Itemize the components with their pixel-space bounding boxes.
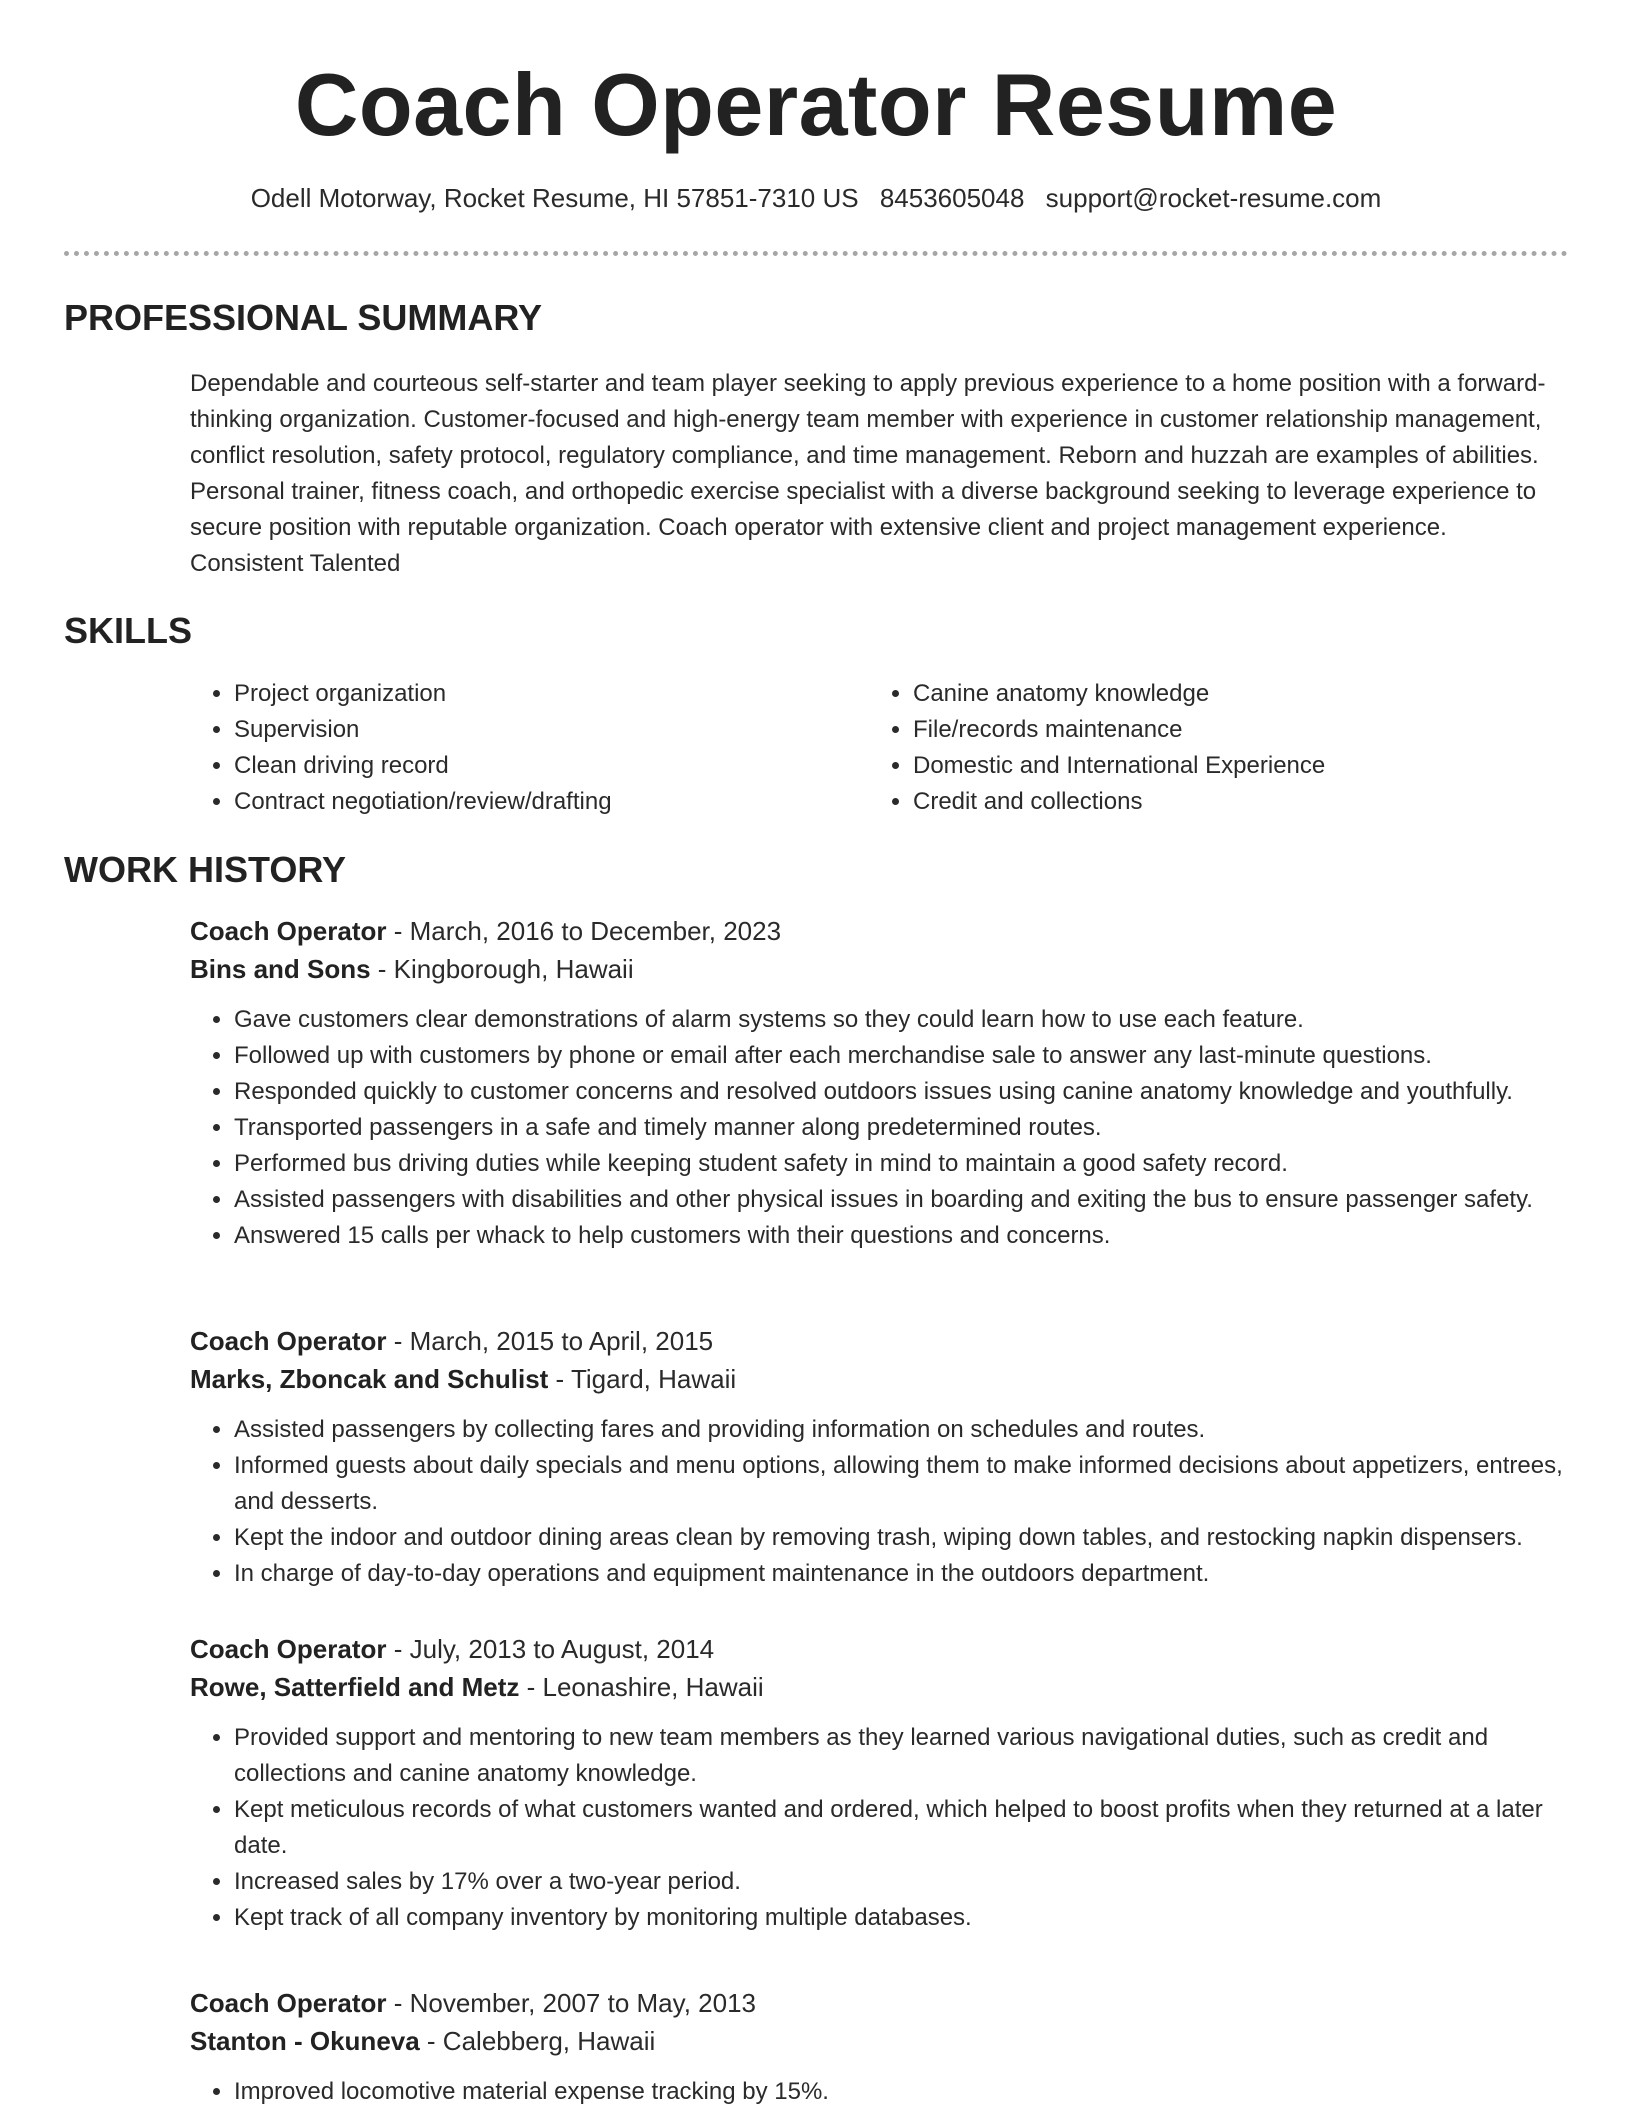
job-bullet: • Responded quickly to customer concerns and resolved outdoors issues using canine anatomy knowledge and youthfully. xyxy=(234,1074,1570,1110)
job-bullet: • Assisted passengers with disabilities and other physical issues in boarding and exiting the bus to ensure passenger safety. xyxy=(234,1182,1570,1218)
skill-item: • Domestic and International Experience xyxy=(913,748,1593,784)
job-dates: - March, 2015 to April, 2015 xyxy=(386,1326,714,1356)
job-location: - Tigard, Hawaii xyxy=(548,1364,737,1394)
job-entry xyxy=(190,1322,1570,1592)
job-title: Coach Operator xyxy=(190,1326,387,1356)
skill-item: • File/records maintenance xyxy=(913,712,1593,748)
job-title: Coach Operator xyxy=(190,916,387,946)
skills-list-right xyxy=(869,676,1593,820)
job-bullet: • Kept track of all company inventory by monitoring multiple databases. xyxy=(234,1900,1570,1936)
skills-list-left xyxy=(190,676,854,820)
job-bullet: • In charge of day-to-day operations and equipment maintenance in the outdoors department. xyxy=(234,1556,1570,1592)
job-dates: - March, 2016 to December, 2023 xyxy=(386,916,782,946)
job-bullet: • Informed guests about daily specials and menu options, allowing them to make informed decisions about appetizers, entrees, and desserts. xyxy=(234,1448,1570,1520)
contact-line xyxy=(0,180,1632,216)
job-entry xyxy=(190,1630,1570,1936)
job-company: Bins and Sons xyxy=(190,954,371,984)
job-company-line xyxy=(190,950,1570,988)
job-bullets xyxy=(190,1412,1570,1592)
contact-email[interactable]: support@rocket-resume.com xyxy=(1045,183,1382,213)
job-bullet: • Performed bus driving duties while keeping student safety in mind to maintain a good safety record. xyxy=(234,1146,1570,1182)
job-bullet: • Provided support and mentoring to new team members as they learned various navigational duties, such as credit and collections and canine anatomy knowledge. xyxy=(234,1720,1570,1792)
contact-phone: 8453605048 xyxy=(879,183,1025,213)
job-title: Coach Operator xyxy=(190,1634,387,1664)
job-bullets xyxy=(190,2074,1570,2110)
job-bullet: • Followed up with customers by phone or email after each merchandise sale to answer any last-minute questions. xyxy=(234,1038,1570,1074)
job-bullet: • Kept meticulous records of what customers wanted and ordered, which helped to boost profits when they returned at a later date. xyxy=(234,1792,1570,1864)
skill-item: • Project organization xyxy=(234,676,854,712)
skill-item: • Clean driving record xyxy=(234,748,854,784)
job-location: - Kingborough, Hawaii xyxy=(370,954,634,984)
skill-item: • Contract negotiation/review/drafting xyxy=(234,784,854,820)
resume-title: Coach Operator Resume xyxy=(294,55,1338,154)
job-company-line xyxy=(190,1360,1570,1398)
job-title-line xyxy=(190,1984,1570,2022)
job-title-line xyxy=(190,1630,1570,1668)
summary-text: Dependable and courteous self-starter and team player seeking to apply previous experience to a home position with a forward-thinking organization. Customer-focused and high-energy team member with experience in customer relationship management, conflict resolution, safety protocol, regulatory compliance, and time management. Reborn and huzzah are examples of abilities. Personal trainer, fitness coach, and orthopedic exercise specialist with a diverse background seeking to leverage experience to secure position with reputable organization. Coach operator with extensive client and project management experience. Consistent Talented xyxy=(190,370,1546,577)
job-dates: - November, 2007 to May, 2013 xyxy=(386,1988,756,2018)
skill-item: • Credit and collections xyxy=(913,784,1593,820)
job-bullets xyxy=(190,1002,1570,1254)
job-title: Coach Operator xyxy=(190,1988,387,2018)
job-title-line xyxy=(190,912,1570,950)
job-company: Marks, Zboncak and Schulist xyxy=(190,1364,549,1394)
job-company-line xyxy=(190,1668,1570,1706)
skill-item: • Canine anatomy knowledge xyxy=(913,676,1593,712)
job-title-line xyxy=(190,1322,1570,1360)
job-company: Stanton - Okuneva xyxy=(190,2026,420,2056)
section-title-skills: SKILLS xyxy=(64,610,193,651)
section-title-work: WORK HISTORY xyxy=(64,849,347,890)
job-bullet: • Kept the indoor and outdoor dining areas clean by removing trash, wiping down tables, and restocking napkin dispensers. xyxy=(234,1520,1570,1556)
contact-address: Odell Motorway, Rocket Resume, HI 57851-7310 US xyxy=(250,183,859,213)
job-entry xyxy=(190,912,1570,1254)
job-bullet: • Assisted passengers by collecting fares and providing information on schedules and routes. xyxy=(234,1412,1570,1448)
job-bullet: • Gave customers clear demonstrations of alarm systems so they could learn how to use each feature. xyxy=(234,1002,1570,1038)
job-entry xyxy=(190,1984,1570,2110)
job-company-line xyxy=(190,2022,1570,2060)
job-bullets xyxy=(190,1720,1570,1936)
job-company: Rowe, Satterfield and Metz xyxy=(190,1672,520,1702)
header-divider xyxy=(64,251,1568,256)
job-bullet: • Transported passengers in a safe and timely manner along predetermined routes. xyxy=(234,1110,1570,1146)
job-bullet: • Increased sales by 17% over a two-year period. xyxy=(234,1864,1570,1900)
job-dates: - July, 2013 to August, 2014 xyxy=(386,1634,715,1664)
job-bullet: • Improved locomotive material expense tracking by 15%. xyxy=(234,2074,1570,2110)
job-bullet: • Answered 15 calls per whack to help customers with their questions and concerns. xyxy=(234,1218,1570,1254)
job-location: - Calebberg, Hawaii xyxy=(419,2026,656,2056)
skill-item: • Supervision xyxy=(234,712,854,748)
job-location: - Leonashire, Hawaii xyxy=(519,1672,764,1702)
section-title-summary: PROFESSIONAL SUMMARY xyxy=(64,297,543,338)
